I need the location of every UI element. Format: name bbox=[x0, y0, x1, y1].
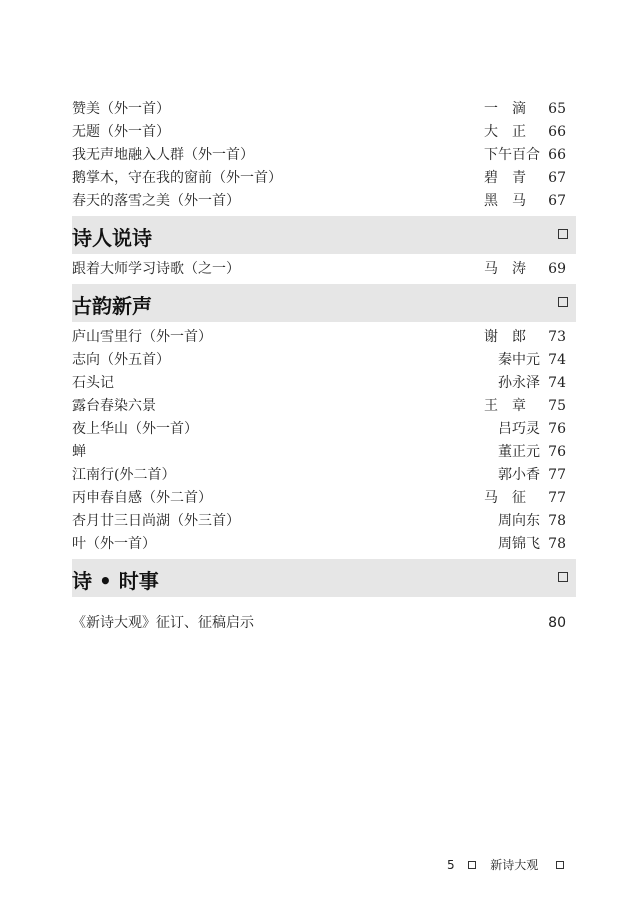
entry-title: 江南行(外二首） bbox=[72, 467, 176, 483]
entry-title: 志向（外五首） bbox=[72, 352, 170, 368]
square-icon bbox=[558, 572, 568, 582]
entry-author: 马涛 bbox=[484, 261, 540, 277]
toc-entry-notice[interactable] bbox=[72, 611, 576, 635]
entry-page: 77 bbox=[548, 467, 566, 483]
entry-page: 76 bbox=[548, 444, 566, 460]
entry-page: 67 bbox=[548, 193, 566, 209]
toc-entry[interactable] bbox=[72, 418, 576, 441]
toc-entry[interactable] bbox=[72, 349, 576, 372]
entry-author: 孙永泽 bbox=[498, 375, 540, 391]
entry-author: 谢郎 bbox=[484, 329, 540, 345]
toc-entry[interactable] bbox=[72, 326, 576, 349]
entry-page: 67 bbox=[548, 170, 566, 186]
entry-page: 78 bbox=[548, 513, 566, 529]
entry-page: 66 bbox=[548, 124, 566, 140]
entry-title: 露台春染六景 bbox=[72, 398, 156, 414]
entry-page: 69 bbox=[548, 261, 566, 277]
toc-entry[interactable] bbox=[72, 144, 576, 167]
entry-author: 碧青 bbox=[484, 170, 540, 186]
entry-title: 叶（外一首） bbox=[72, 536, 156, 552]
entry-author: 董正元 bbox=[498, 444, 540, 460]
section-title: 诗人说诗 bbox=[72, 226, 152, 250]
entry-author: 大正 bbox=[484, 124, 540, 140]
entry-page: 76 bbox=[548, 421, 566, 437]
toc-entry[interactable] bbox=[72, 121, 576, 144]
entry-title: 跟着大师学习诗歌（之一） bbox=[72, 261, 240, 277]
toc-entry[interactable] bbox=[72, 464, 576, 487]
footer-journal-name: 新诗大观 bbox=[490, 857, 539, 872]
square-icon bbox=[556, 861, 564, 869]
entry-title: 夜上华山（外一首） bbox=[72, 421, 198, 437]
entry-author: 周向东 bbox=[498, 513, 540, 529]
entry-title: 庐山雪里行（外一首） bbox=[72, 329, 212, 345]
toc-entry[interactable] bbox=[72, 487, 576, 510]
entry-author: 周锦飞 bbox=[498, 536, 540, 552]
entry-author: 黑马 bbox=[484, 193, 540, 209]
entry-author: 王章 bbox=[484, 398, 540, 414]
entry-title: 无题（外一首） bbox=[72, 124, 170, 140]
entry-author: 一滴 bbox=[484, 101, 540, 117]
entry-title: 赞美（外一首） bbox=[72, 101, 170, 117]
toc-entry[interactable] bbox=[72, 441, 576, 464]
entry-author: 郭小香 bbox=[498, 467, 540, 483]
entry-page: 78 bbox=[548, 536, 566, 552]
toc-entry[interactable] bbox=[72, 190, 576, 213]
table-of-contents bbox=[72, 98, 576, 635]
entry-page: 73 bbox=[548, 329, 566, 345]
section-header-poets-on-poetry bbox=[72, 216, 576, 254]
entry-title: 《新诗大观》征订、征稿启示 bbox=[72, 615, 254, 631]
entry-page: 80 bbox=[548, 615, 566, 631]
entry-page: 77 bbox=[548, 490, 566, 506]
section-header-poetry-current-affairs bbox=[72, 559, 576, 597]
entry-title: 春天的落雪之美（外一首） bbox=[72, 193, 240, 209]
entry-page: 66 bbox=[548, 147, 566, 163]
entry-author: 下午百合 bbox=[484, 147, 540, 163]
section-header-ancient-rhymes bbox=[72, 284, 576, 322]
entry-title: 杏月廿三日尚湖（外三首） bbox=[72, 513, 240, 529]
entry-author: 秦中元 bbox=[498, 352, 540, 368]
entry-title: 蝉 bbox=[72, 444, 86, 460]
entry-title: 鹅掌木，守在我的窗前（外一首） bbox=[72, 170, 282, 186]
entry-page: 74 bbox=[548, 375, 566, 391]
toc-entry[interactable] bbox=[72, 98, 576, 121]
footer-page-number: 5 bbox=[447, 857, 455, 872]
section-title: 古韵新声 bbox=[72, 294, 152, 318]
toc-entry[interactable] bbox=[72, 510, 576, 533]
section-title: 诗 • 时事 bbox=[72, 569, 159, 593]
toc-entry[interactable] bbox=[72, 258, 576, 281]
square-icon bbox=[558, 297, 568, 307]
toc-entry[interactable] bbox=[72, 533, 576, 556]
entry-title: 石头记 bbox=[72, 375, 114, 391]
square-icon bbox=[468, 861, 476, 869]
entry-title: 我无声地融入人群（外一首） bbox=[72, 147, 254, 163]
page-footer bbox=[447, 854, 564, 874]
entry-author: 马征 bbox=[484, 490, 540, 506]
entry-author: 吕巧灵 bbox=[498, 421, 540, 437]
entry-page: 65 bbox=[548, 101, 566, 117]
toc-entry[interactable] bbox=[72, 167, 576, 190]
toc-entry[interactable] bbox=[72, 372, 576, 395]
entry-title: 丙申春自感（外二首） bbox=[72, 490, 212, 506]
entry-page: 75 bbox=[548, 398, 566, 414]
square-icon bbox=[558, 229, 568, 239]
toc-entry[interactable] bbox=[72, 395, 576, 418]
entry-page: 74 bbox=[548, 352, 566, 368]
